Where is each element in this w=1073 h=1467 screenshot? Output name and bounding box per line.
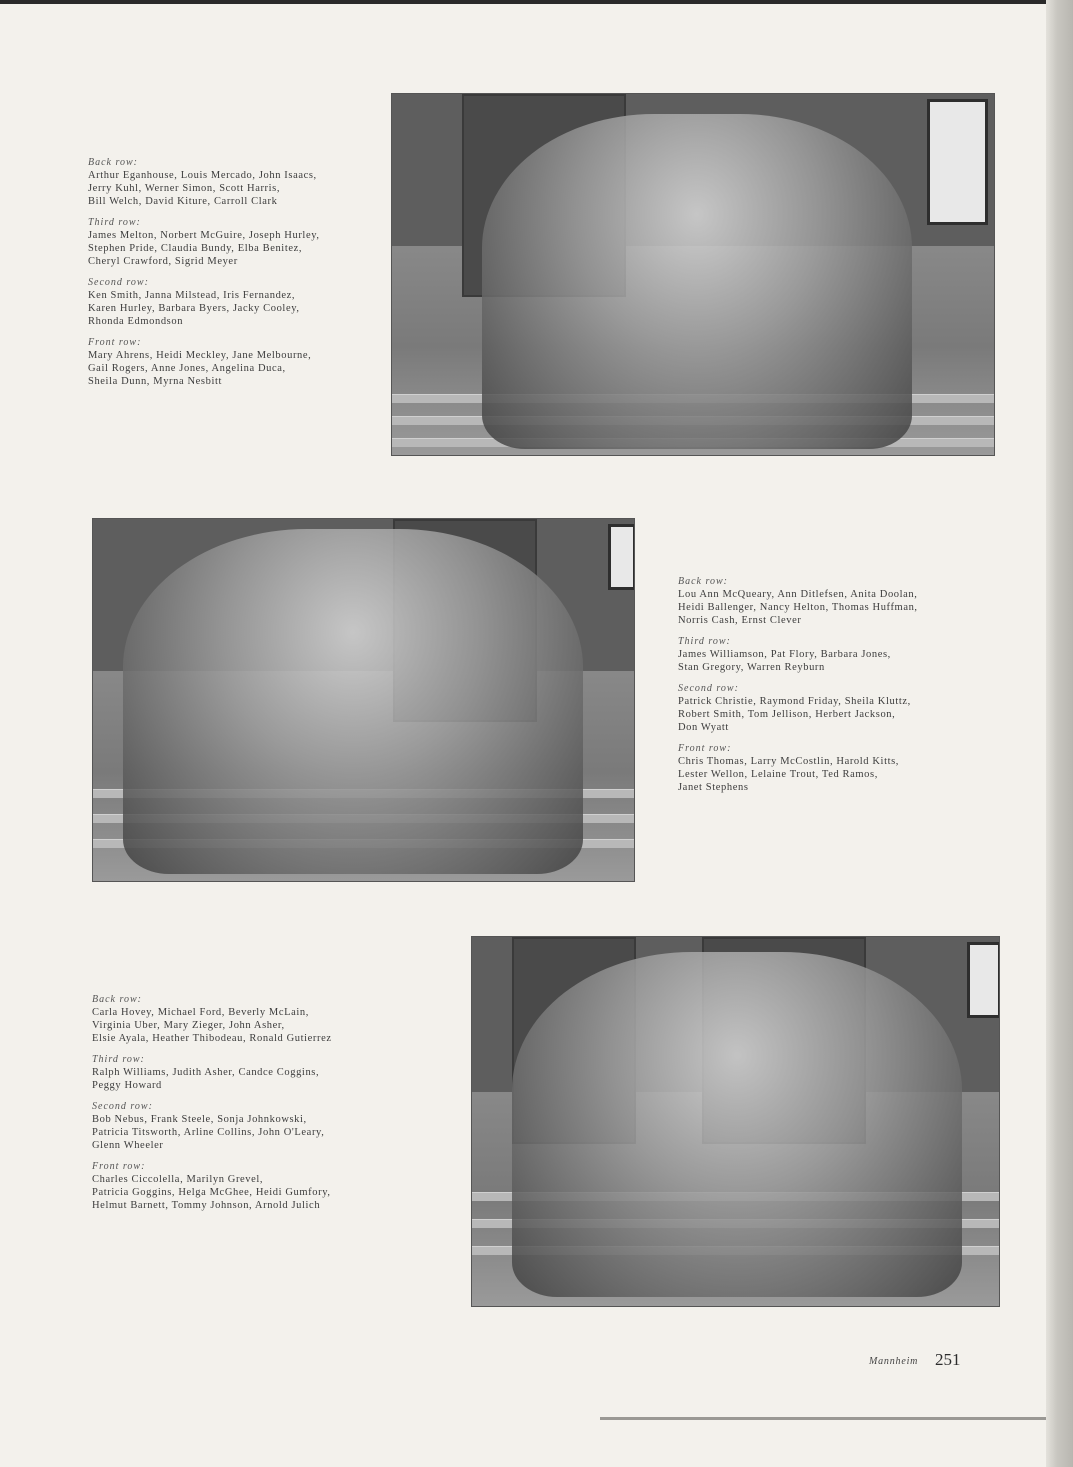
row-names-line: Patricia Goggins, Helga McGhee, Heidi Gumfory, <box>92 1187 331 1198</box>
row-names-line: Heidi Ballenger, Nancy Helton, Thomas Huffman, <box>678 602 918 613</box>
row-names-line: Patricia Titsworth, Arline Collins, John O'Leary, <box>92 1127 325 1138</box>
row-names-line: James Williamson, Pat Flory, Barbara Jones, <box>678 649 891 660</box>
caption-photo-2 <box>678 575 978 794</box>
row-title: Second row: <box>88 277 149 288</box>
page-top-edge <box>0 0 1073 4</box>
row-names-line: Glenn Wheeler <box>92 1140 164 1151</box>
row-names-line: Stephen Pride, Claudia Bundy, Elba Benitez, <box>88 243 303 254</box>
row-names-line: Ralph Williams, Judith Asher, Candce Coggins, <box>92 1067 320 1078</box>
row-title: Third row: <box>92 1054 145 1065</box>
row-names-line: Carla Hovey, Michael Ford, Beverly McLain, <box>92 1007 309 1018</box>
row-title: Second row: <box>92 1101 153 1112</box>
photo-group-of-students <box>123 529 583 874</box>
row-names-line: Sheila Dunn, Myrna Nesbitt <box>88 376 223 387</box>
row-names-line: Robert Smith, Tom Jellison, Herbert Jackson, <box>678 709 896 720</box>
row-title: Third row: <box>678 636 731 647</box>
row-names-line: Norris Cash, Ernst Clever <box>678 615 802 626</box>
page-number: 251 <box>935 1350 961 1369</box>
row-names-line: Karen Hurley, Barbara Byers, Jacky Cooley, <box>88 303 300 314</box>
row-names-line: Bill Welch, David Kiture, Carroll Clark <box>88 196 278 207</box>
class-photo-3 <box>471 936 1000 1307</box>
section-name: Mannheim <box>869 1356 919 1367</box>
class-photo-2 <box>92 518 635 882</box>
row-names-line: Virginia Uber, Mary Zieger, John Asher, <box>92 1020 285 1031</box>
row-names-line: Cheryl Crawford, Sigrid Meyer <box>88 256 238 267</box>
row-names-line: Mary Ahrens, Heidi Meckley, Jane Melbourne, <box>88 350 312 361</box>
row-names-line: Helmut Barnett, Tommy Johnson, Arnold Julich <box>92 1200 321 1211</box>
class-photo-1 <box>391 93 995 456</box>
row-title: Second row: <box>678 683 739 694</box>
photo-group-of-students <box>512 952 962 1297</box>
photo-window <box>927 99 988 225</box>
row-names-line: Don Wyatt <box>678 722 729 733</box>
row-names-line: Stan Gregory, Warren Reyburn <box>678 662 825 673</box>
photo-window <box>967 942 1000 1018</box>
caption-photo-1 <box>88 156 388 388</box>
caption-photo-3 <box>92 993 392 1212</box>
row-names-line: Gail Rogers, Anne Jones, Angelina Duca, <box>88 363 286 374</box>
row-names-line: Elsie Ayala, Heather Thibodeau, Ronald Gutierrez <box>92 1033 332 1044</box>
row-title: Front row: <box>92 1161 146 1172</box>
row-names-line: Lou Ann McQueary, Ann Ditlefsen, Anita Doolan, <box>678 589 918 600</box>
row-title: Front row: <box>678 743 732 754</box>
row-names-line: Jerry Kuhl, Werner Simon, Scott Harris, <box>88 183 281 194</box>
row-title: Back row: <box>678 576 729 587</box>
row-names-line: Lester Wellon, Lelaine Trout, Ted Ramos, <box>678 769 878 780</box>
row-title: Back row: <box>92 994 143 1005</box>
page-spine-shadow <box>1046 0 1073 1467</box>
row-title: Third row: <box>88 217 141 228</box>
row-names-line: Patrick Christie, Raymond Friday, Sheila Kluttz, <box>678 696 911 707</box>
row-names-line: Chris Thomas, Larry McCostlin, Harold Kitts, <box>678 756 900 767</box>
page-bottom-rule <box>600 1417 1046 1420</box>
photo-group-of-students <box>482 114 912 449</box>
row-names-line: Janet Stephens <box>678 782 749 793</box>
row-names-line: Arthur Eganhouse, Louis Mercado, John Isaacs, <box>88 170 317 181</box>
row-names-line: James Melton, Norbert McGuire, Joseph Hurley, <box>88 230 320 241</box>
row-names-line: Bob Nebus, Frank Steele, Sonja Johnkowski, <box>92 1114 307 1125</box>
row-title: Front row: <box>88 337 142 348</box>
row-names-line: Charles Ciccolella, Marilyn Grevel, <box>92 1174 264 1185</box>
photo-window <box>608 524 635 590</box>
row-names-line: Ken Smith, Janna Milstead, Iris Fernandez, <box>88 290 296 301</box>
row-names-line: Peggy Howard <box>92 1080 162 1091</box>
row-names-line: Rhonda Edmondson <box>88 316 184 327</box>
row-title: Back row: <box>88 157 139 168</box>
